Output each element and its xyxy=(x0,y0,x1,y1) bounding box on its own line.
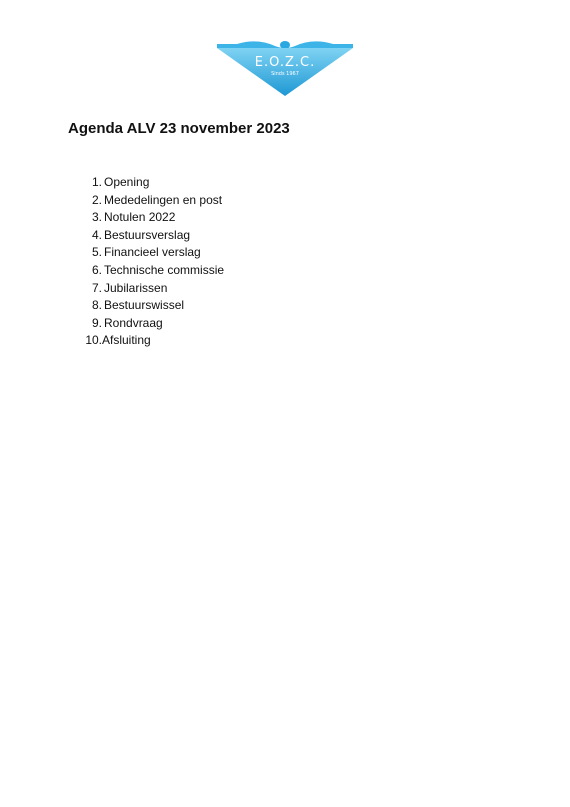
list-item xyxy=(82,332,224,350)
agenda-number: 10. xyxy=(85,333,102,348)
agenda-label: Bestuurswissel xyxy=(104,298,185,313)
agenda-number: 2. xyxy=(91,192,102,207)
agenda-label: Afsluiting xyxy=(102,333,151,348)
agenda-number: 3. xyxy=(91,210,102,225)
list-item xyxy=(82,262,224,280)
logo-since: Sinds 1967 xyxy=(271,71,299,77)
agenda-number: 1. xyxy=(91,175,102,189)
list-item xyxy=(82,244,224,262)
agenda-label: Bestuursverslag xyxy=(104,227,191,242)
club-logo xyxy=(217,40,353,96)
agenda-number: 5. xyxy=(91,245,102,260)
agenda-label: Mededelingen en post xyxy=(104,192,223,207)
list-item xyxy=(82,227,224,245)
agenda-number: 4. xyxy=(91,227,102,242)
agenda-label: Financieel verslag xyxy=(104,245,201,260)
list-item xyxy=(82,209,224,227)
list-item xyxy=(82,174,224,192)
agenda-label: Rondvraag xyxy=(104,315,163,330)
agenda-number: 7. xyxy=(91,280,102,295)
agenda-number: 6. xyxy=(91,262,102,277)
agenda-label: Notulen 2022 xyxy=(104,210,176,225)
agenda-label: Technische commissie xyxy=(104,262,225,277)
agenda-label: Opening xyxy=(104,175,150,189)
agenda-number: 8. xyxy=(91,298,102,313)
list-item xyxy=(82,280,224,298)
list-item xyxy=(82,192,224,210)
agenda-list xyxy=(82,174,224,350)
logo-name: E.O.Z.C. xyxy=(254,55,316,70)
agenda-number: 9. xyxy=(91,315,102,330)
list-item xyxy=(82,297,224,315)
agenda-label: Jubilarissen xyxy=(104,280,168,295)
page-title: Agenda ALV 23 november 2023 xyxy=(68,120,290,137)
swimmer-triangle-logo-icon xyxy=(217,40,353,96)
list-item xyxy=(82,315,224,333)
